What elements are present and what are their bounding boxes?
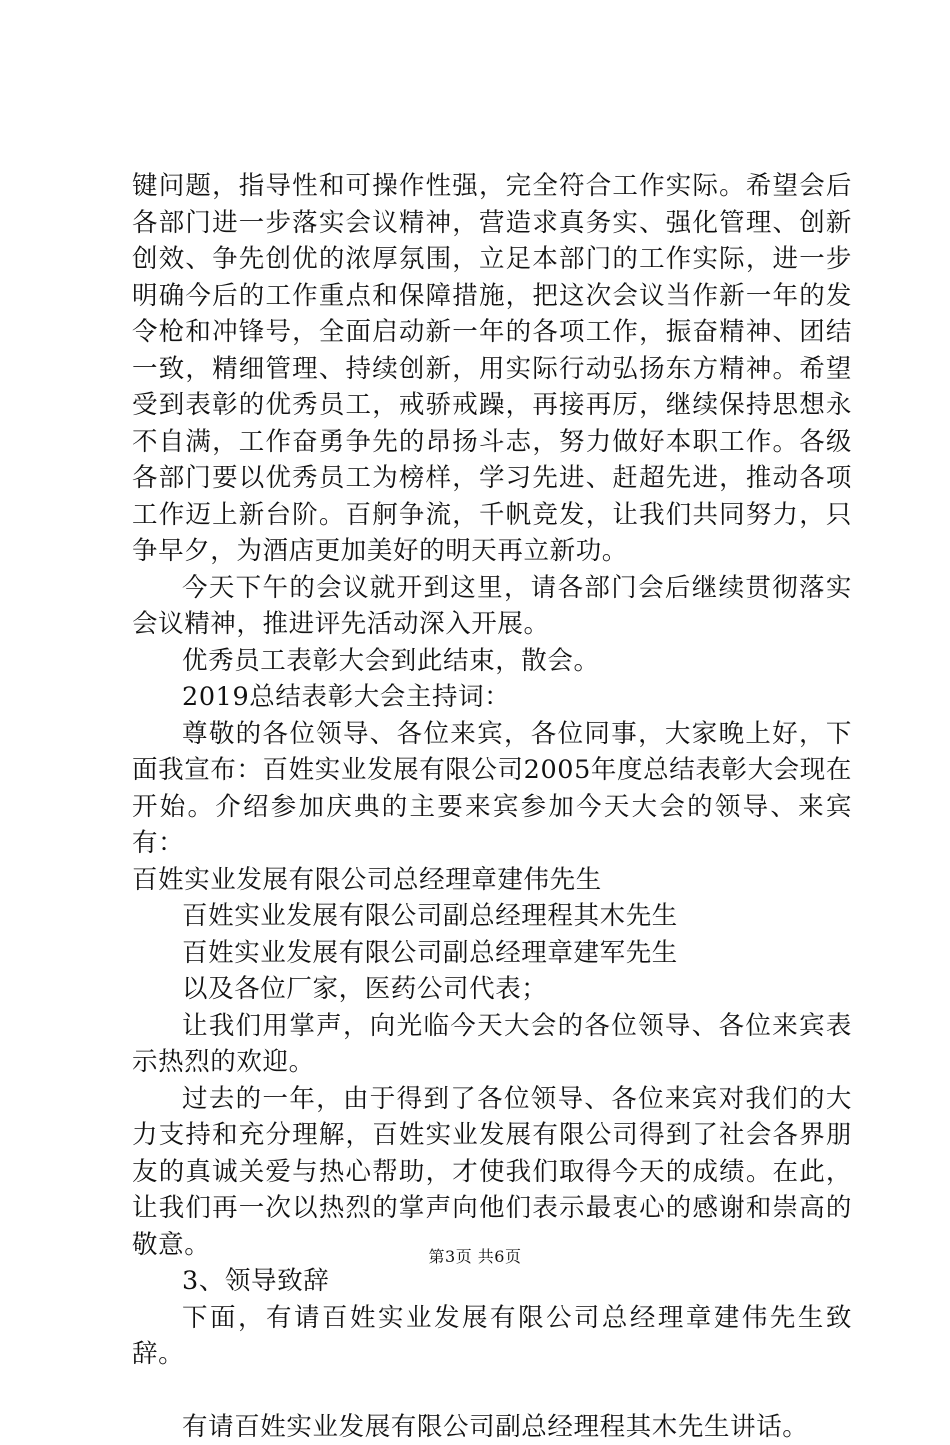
section-heading-host-script: 2019总结表彰大会主持词： (132, 679, 852, 716)
guest-line-2: 百姓实业发展有限公司副总经理程其木先生 (132, 898, 852, 935)
paragraph-closing-remarks: 键问题，指导性和可操作性强，完全符合工作实际。希望会后各部门进一步落实会议精神，营造求真务实、强化管理、创新创效、争先创优的浓厚氛围，立足本部门的工作实际，进一步明确今后的工作重点和保障措施，把这次会议当作新一年的发令枪和冲锋号，全面启动新一年的各项工作，振奋精神、团结一致，精细管理、持续创新，用实际行动弘扬东方精神。希望受到表彰的优秀员工，戒骄戒躁，再接再厉，继续保持思想永不自满，工作奋勇争先的昂扬斗志，努力做好本职工作。各级各部门要以优秀员工为榜样，学习先进、赶超先进，推动各项工作迈上新台阶。百舸争流，千帆竞发，让我们共同努力，只争早夕，为酒店更加美好的明天再立新功。 (132, 168, 852, 570)
page-number-footer: 第3页 共6页 (0, 1244, 950, 1267)
paragraph-thanks: 过去的一年，由于得到了各位领导、各位来宾对我们的大力支持和充分理解，百姓实业发展有限公司得到了社会各界朋友的真诚关爱与热心帮助，才使我们取得今天的成绩。在此，让我们再一次以热烈的掌声向他们表示最衷心的感谢和崇高的敬意。 (132, 1081, 852, 1264)
paragraph-gm-speech: 下面，有请百姓实业发展有限公司总经理章建伟先生致辞。 (132, 1300, 852, 1373)
paragraph-opening: 尊敬的各位领导、各位来宾，各位同事，大家晚上好，下面我宣布：百姓实业发展有限公司2005年度总结表彰大会现在开始。介绍参加庆典的主要来宾参加今天大会的领导、来宾有： (132, 716, 852, 862)
paragraph-meeting-end: 今天下午的会议就开到这里，请各部门会后继续贯彻落实会议精神，推进评先活动深入开展。 (132, 570, 852, 643)
paragraph-deputy-gm-speech: 有请百姓实业发展有限公司副总经理程其木先生讲话。 (132, 1409, 852, 1445)
guest-line-1: 百姓实业发展有限公司总经理章建伟先生 (132, 862, 852, 899)
section-heading-leader-speech: 3、领导致辞 (132, 1263, 852, 1300)
paragraph-welcome: 让我们用掌声，向光临今天大会的各位领导、各位来宾表示热烈的欢迎。 (132, 1008, 852, 1081)
guest-line-3: 百姓实业发展有限公司副总经理章建军先生 (132, 935, 852, 972)
paragraph-adjourn: 优秀员工表彰大会到此结束，散会。 (132, 643, 852, 680)
blank-line (132, 1373, 852, 1409)
guest-line-4: 以及各位厂家，医药公司代表； (132, 971, 852, 1008)
